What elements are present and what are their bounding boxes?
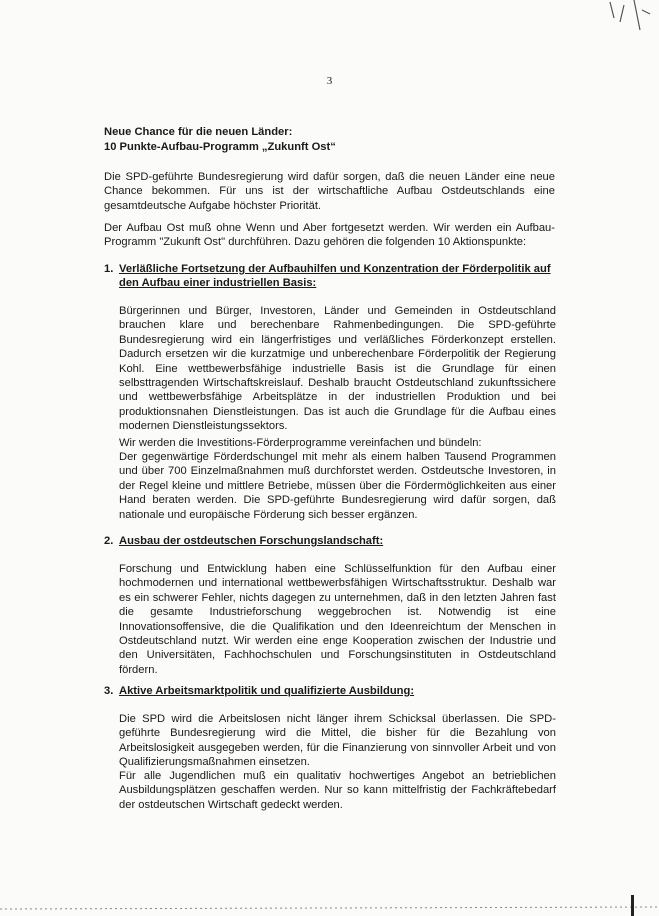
section-3-heading [104,684,557,698]
intro-paragraph-1: Die SPD-geführte Bundesregierung wird dafür sorgen, daß die neuen Länder eine neue Chance bekommen. Für uns ist der wirtschaftliche Aufbau Ostdeutschlands eine gesamtdeutsche Aufgabe höchster Priorität. [104,171,555,212]
section-1-paragraph-3: Der gegenwärtige Förderdschungel mit mehr als einem halben Tausend Programmen und über 700 Einzelmaßnahmen muß durchforstet werden. Ostdeutsche Investoren, in der Regel kleine und mittlere Betriebe, müssen über die Fördermöglichkeiten aus einer Hand beraten werden. Die SPD-geführte Bundesregierung wird dafür sorgen, daß nationale und europäische Förderung sich besser ergänzen. [119,451,556,521]
title-line-2: 10 Punkte-Aufbau-Programm „Zukunft Ost“ [104,140,336,153]
section-3-paragraph-1: Die SPD wird die Arbeitslosen nicht länger ihrem Schicksal überlassen. Die SPD-geführte Bundesregierung wird die Mittel, die bisher für die Bezahlung von Arbeitslosigkeit ausgegeben werden, für die Finanzierung von sinnvoller Arbeit und von Qualifizierungsmaßnahmen einsetzen. [119,713,556,769]
page-number: 3 [326,75,333,87]
section-3-heading-text: Aktive Arbeitsmarktpolitik und qualifizierte Ausbildung: [119,685,415,697]
intro-paragraph-2: Der Aufbau Ost muß ohne Wenn und Aber fortgesetzt werden. Wir werden ein Aufbau-Programm "Zukunft Ost" durchführen. Dazu gehören die folgenden 10 Aktionspunkte: [104,222,555,249]
document-title [104,125,336,154]
title-line-1: Neue Chance für die neuen Länder: [104,126,293,138]
section-1-number: 1. [104,263,114,275]
section-2-number: 2. [104,535,114,547]
scan-artifact-bottom-edge [0,895,659,916]
scan-artifact-top-right [590,0,659,40]
section-2-heading [104,534,557,548]
section-2-heading-text: Ausbau der ostdeutschen Forschungslandschaft: [119,535,384,547]
section-3-paragraph-2: Für alle Jugendlichen muß ein qualitativ hochwertiges Angebot an betrieblichen Ausbildungsplätzen geschaffen werden. Nur so kann mittelfristig der Fachkräftebedarf der ostdeutschen Wirtschaft gedeckt werden. [119,770,556,811]
section-3-number: 3. [104,685,114,697]
section-1-heading-text: Verläßliche Fortsetzung der Aufbauhilfen und Konzentration der Förderpolitik auf den Aufbau einer industriellen Basis: [119,263,551,290]
section-1-paragraph-2: Wir werden die Investitions-Förderprogramme vereinfachen und bündeln: [119,437,482,449]
section-1-paragraph-1: Bürgerinnen und Bürger, Investoren, Länder und Gemeinden in Ostdeutschland brauchen klare und berechenbare Rahmenbedingungen. Die SPD-geführte Bundesregierung wird ein längerfristiges und verläßliches Förderkonzept erstellen. Dadurch ersetzen wir die kurzatmige und unberechenbare Förderpolitik der Regierung Kohl. Eine wettbewerbsfähige industrielle Basis ist die Grundlage für einen selbsttragenden Wirtschaftskreislauf. Deshalb braucht Ostdeutschland zukunftssichere und wettbewerbsfähige Arbeitsplätze in der industriellen Produktion und bei produktionsnahen Dienstleistungen. Das ist auch die Grundlage für die Aufbau eines modernen Dienstleistungssektors. [119,305,556,433]
section-1-heading [104,262,557,291]
section-2-paragraph-1: Forschung und Entwicklung haben eine Schlüsselfunktion für den Aufbau einer hochmodernen und international wettbewerbsfähigen Wirtschaftsstruktur. Deshalb war es ein schwerer Fehler, nichts dagegen zu unternehmen, daß in den letzten Jahren fast die gesamte Industrieforschung weggebrochen ist. Notwendig ist eine Innovationsoffensive, die die Qualifikation und den Ideenreichtum der Menschen in Ostdeutschland nutzt. Wir werden eine enge Kooperation zwischen der Industrie und den Universitäten, Fachhochschulen und Forschungsinstituten in Ostdeutschland fördern. [119,563,556,676]
